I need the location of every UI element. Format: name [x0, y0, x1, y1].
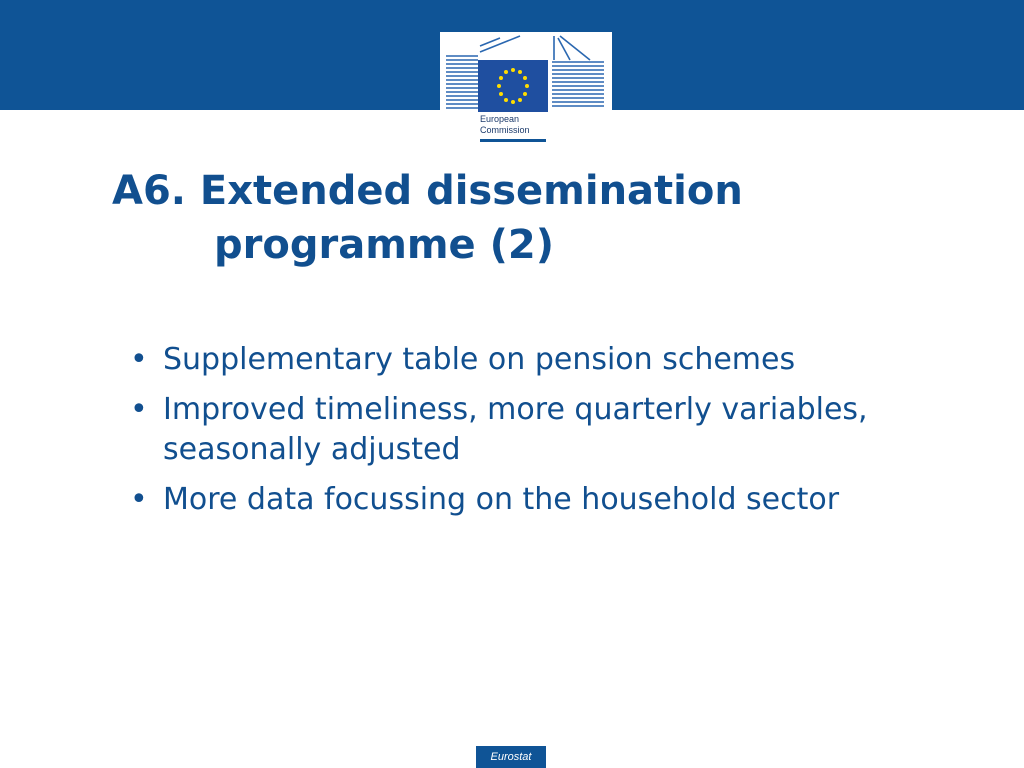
slide-title-line2: programme (2) — [214, 222, 554, 268]
bullet-text: Supplementary table on pension schemes — [163, 342, 796, 377]
bullet-dot-icon: • — [130, 482, 148, 517]
commission-building-icon — [440, 32, 612, 112]
logo-text-line1: European — [480, 114, 520, 124]
slide-title — [112, 164, 872, 272]
bullet-item — [130, 390, 1000, 470]
logo-underline — [480, 139, 546, 142]
bullet-text: More data focussing on the household sector — [163, 482, 840, 517]
slide-title-line1: A6. Extended dissemination — [112, 168, 743, 214]
eu-flag-icon — [478, 60, 548, 112]
bullet-item — [130, 480, 1000, 520]
bullet-item — [130, 340, 1000, 380]
european-commission-logo — [440, 32, 612, 144]
bullet-list — [130, 340, 1000, 530]
footer-eurostat-badge: Eurostat — [476, 746, 546, 768]
bullet-dot-icon: • — [130, 342, 148, 377]
bullet-dot-icon: • — [130, 392, 148, 427]
logo-text-line2: Commission — [480, 125, 530, 135]
bullet-text: Improved timeliness, more quarterly variables, seasonally adjusted — [163, 392, 868, 467]
logo-text — [480, 114, 560, 136]
